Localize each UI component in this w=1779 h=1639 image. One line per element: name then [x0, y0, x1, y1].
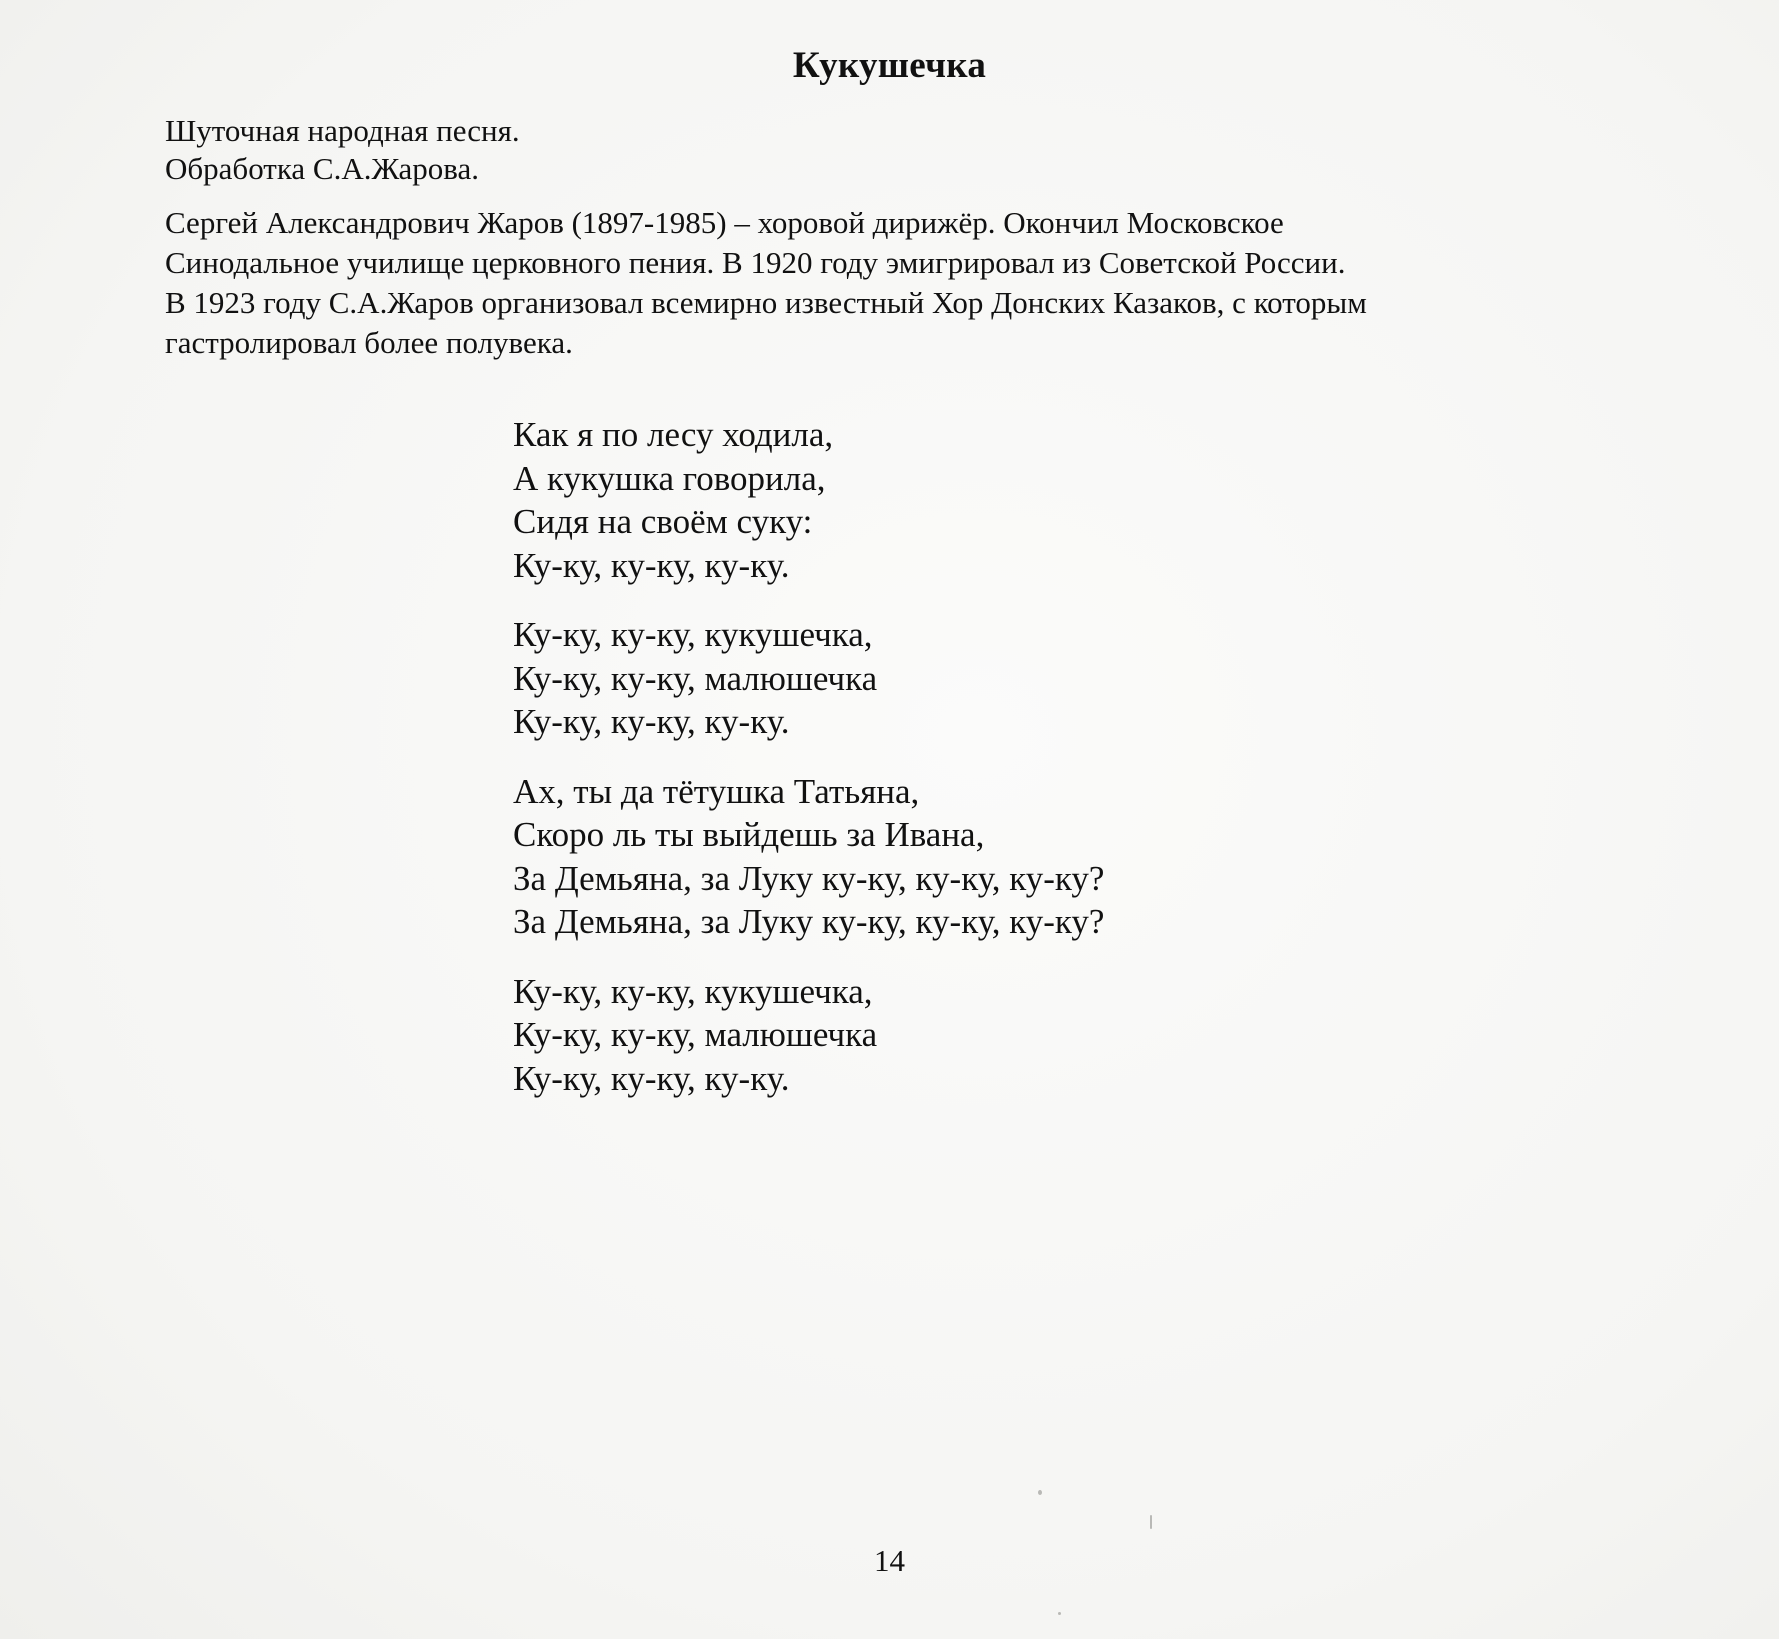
bio-line: Сергей Александрович Жаров (1897-1985) – хоровой дирижёр. Окончил Московское: [165, 205, 1284, 240]
song-genre: Шуточная народная песня.: [165, 113, 520, 148]
stanza-4: [513, 970, 1104, 1101]
lyric-line: Ку-ку, ку-ку, малюшечка: [513, 1015, 878, 1054]
paper-speck: [1038, 1490, 1042, 1495]
lyric-line: За Демьяна, за Луку ку-ку, ку-ку, ку-ку?: [513, 858, 1105, 898]
lyric-line: Скоро ль ты выйдешь за Ивана,: [513, 815, 985, 854]
bio-line: В 1923 году С.А.Жаров организовал всемирно известный Хор Донских Казаков, с которым: [165, 285, 1367, 320]
stanza-2: [513, 613, 1104, 744]
bio-line: Синодальное училище церковного пения. В 1920 году эмигрировал из Советской России.: [165, 245, 1346, 280]
paper-speck: [1150, 1515, 1152, 1529]
lyric-line: Ку-ку, ку-ку, ку-ку.: [513, 545, 790, 585]
lyric-line: Ах, ты да тётушка Татьяна,: [513, 771, 920, 811]
lyric-line: Сидя на своём суку:: [513, 502, 813, 541]
lyric-line: Как я по лесу ходила,: [513, 415, 834, 454]
paper-speck: [1058, 1612, 1061, 1615]
lyrics: [513, 413, 1104, 1126]
song-arrangement: Обработка С.А.Жарова.: [165, 151, 479, 186]
bio-line: гастролировал более полувека.: [165, 325, 573, 360]
composer-bio: [165, 203, 1645, 363]
lyric-line: Ку-ку, ку-ку, кукушечка,: [513, 615, 873, 654]
song-intro: [165, 112, 520, 188]
lyric-line: А кукушка говорила,: [513, 458, 826, 498]
stanza-3: [513, 770, 1104, 944]
song-title: Кукушечка: [792, 45, 987, 86]
stanza-1: [513, 413, 1104, 587]
page-number: 14: [874, 1543, 905, 1578]
lyric-line: Ку-ку, ку-ку, ку-ку.: [513, 702, 790, 741]
lyric-line: Ку-ку, ку-ку, малюшечка: [513, 658, 878, 698]
lyric-line: Ку-ку, ку-ку, кукушечка,: [513, 971, 873, 1011]
lyric-line: Ку-ку, ку-ку, ку-ку.: [513, 1058, 790, 1098]
lyric-line: За Демьяна, за Луку ку-ку, ку-ку, ку-ку?: [513, 902, 1105, 941]
